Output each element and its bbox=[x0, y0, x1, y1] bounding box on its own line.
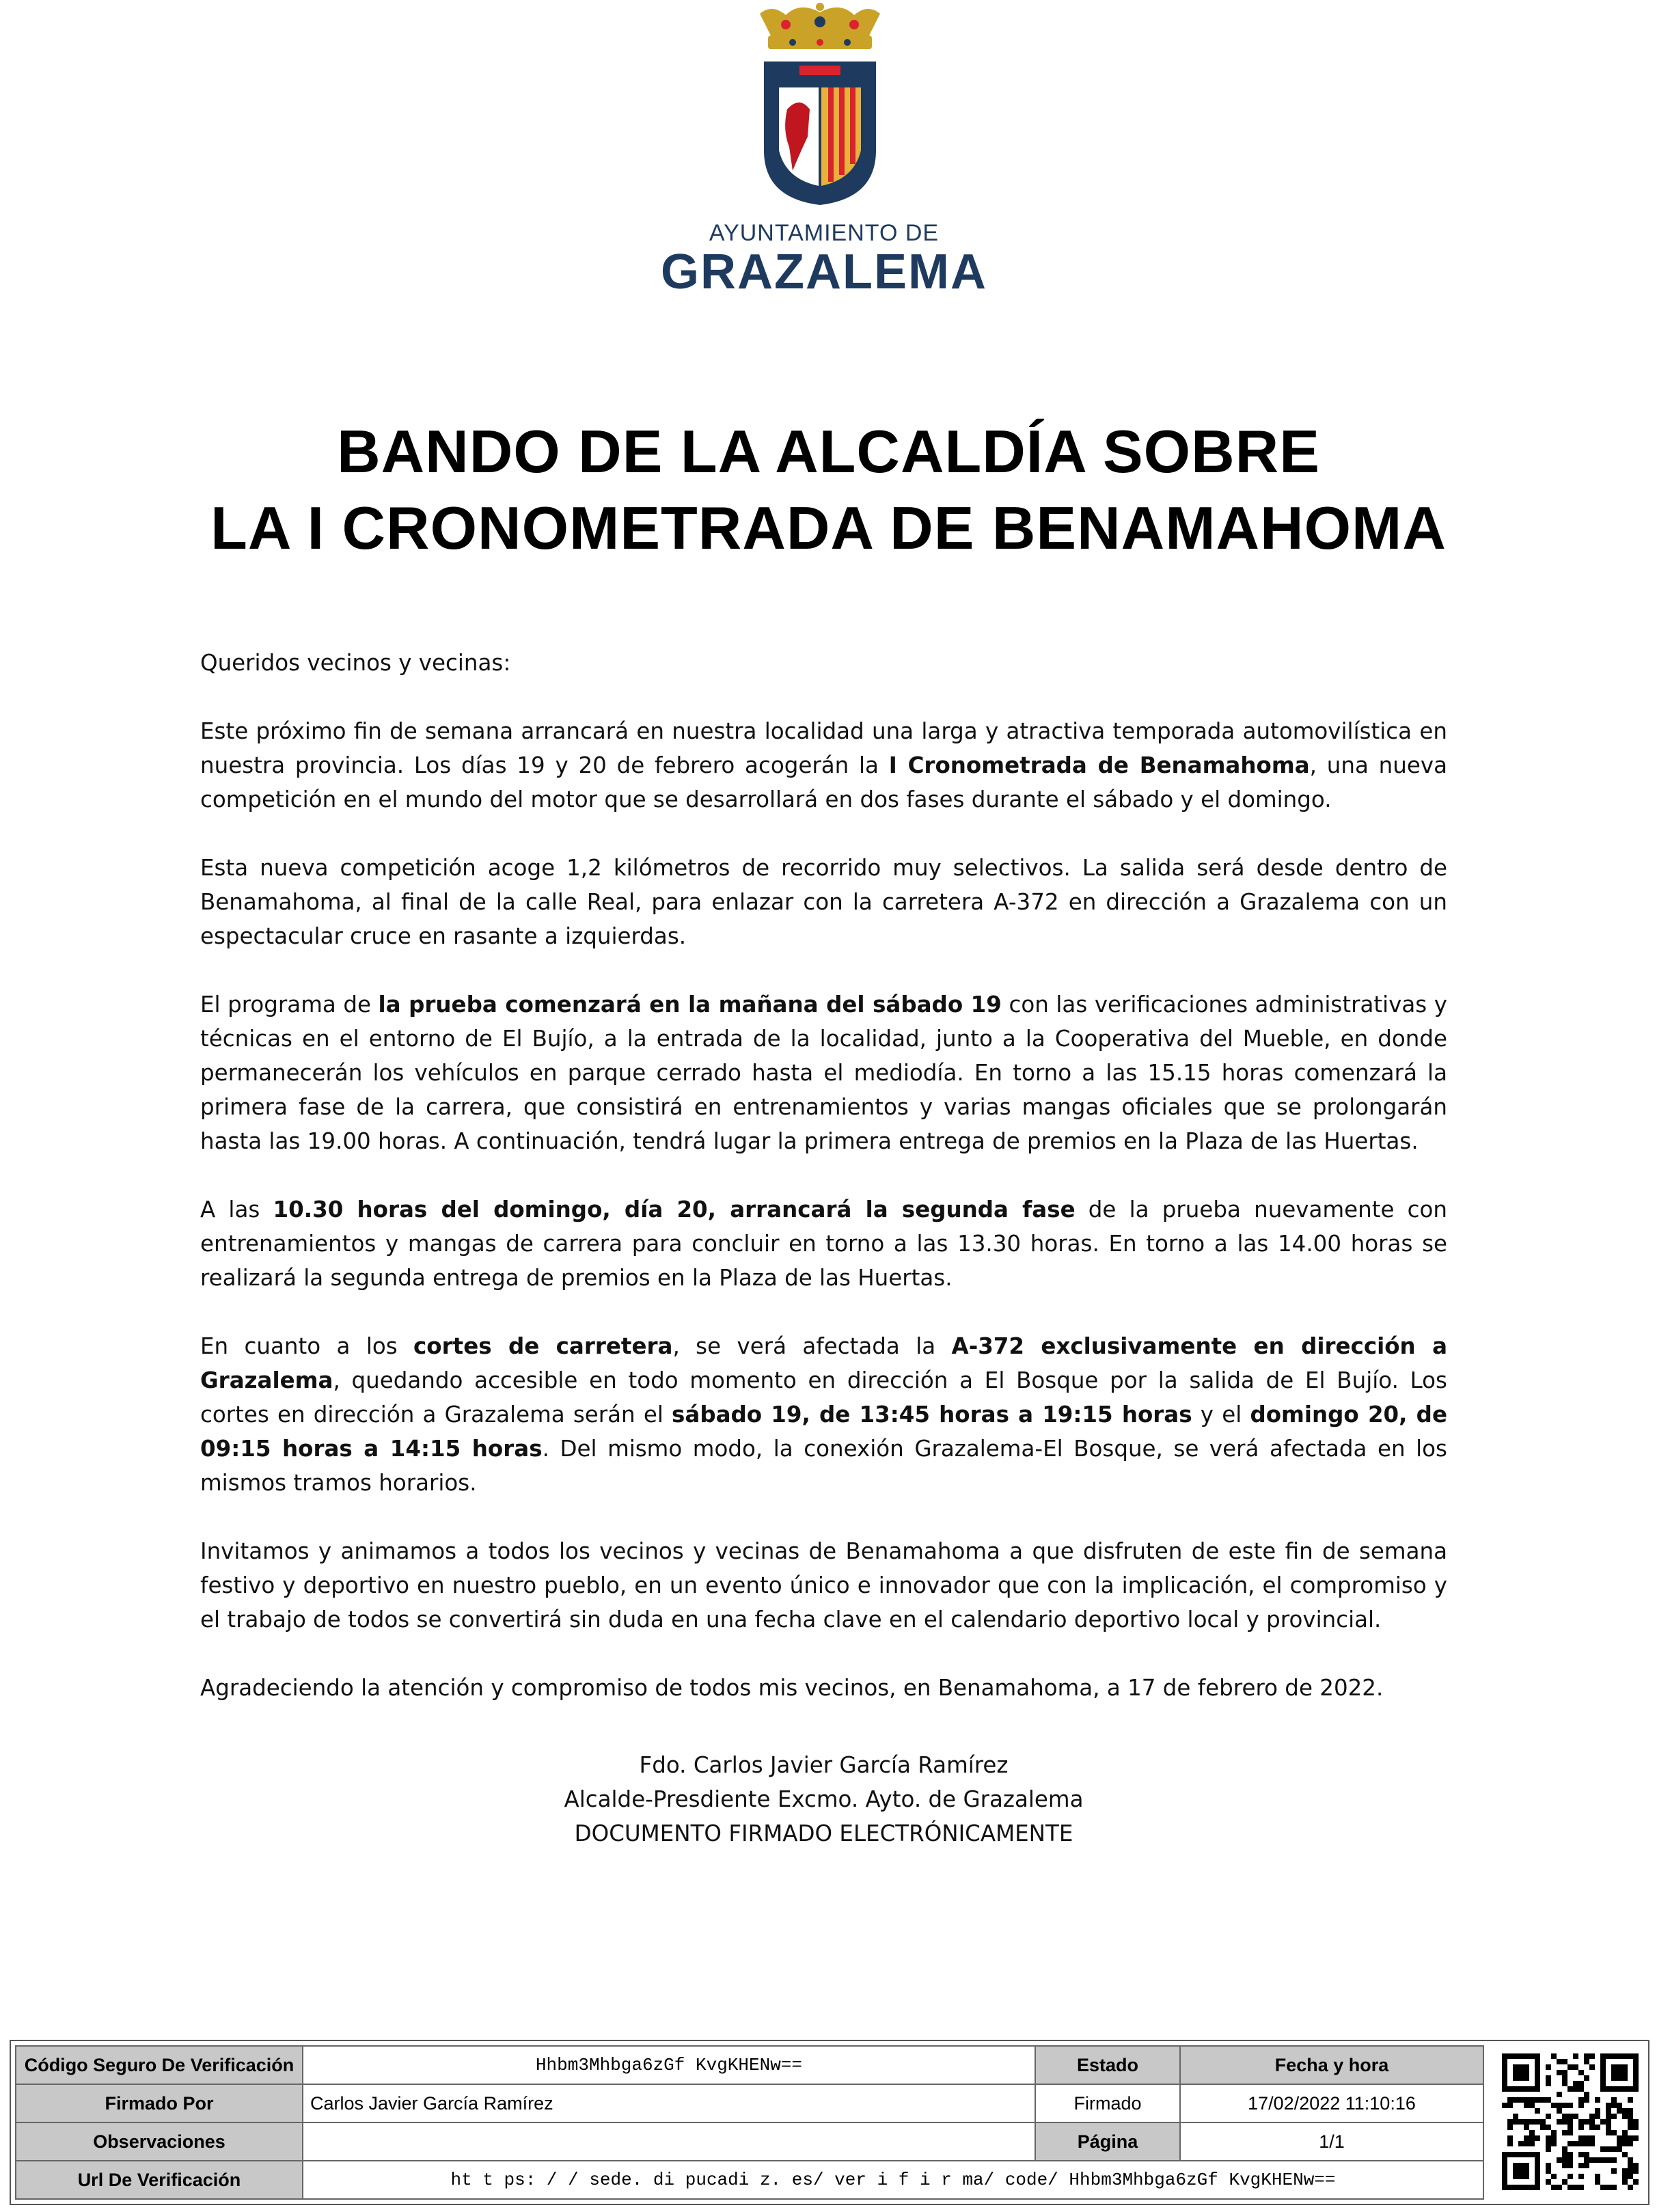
text: El programa de bbox=[200, 992, 379, 1018]
text: , quedando accesible en todo momento en dirección a El Bosque por la salida de El Bujío. Los cortes en dirección a Grazalema serán el bbox=[200, 1367, 1447, 1428]
text: A las bbox=[200, 1197, 273, 1223]
bold-text: 10.30 horas del domingo, día 20, arrancará la segunda fase bbox=[273, 1197, 1076, 1223]
estado-label: Estado bbox=[1035, 2046, 1180, 2084]
firmado-value: Carlos Javier García Ramírez bbox=[303, 2084, 1035, 2122]
observaciones-label: Observaciones bbox=[16, 2122, 303, 2161]
paragraph-4 bbox=[200, 1192, 1447, 1295]
table-row bbox=[16, 2161, 1483, 2199]
text: Este próximo fin de semana arrancará en nuestra localidad una larga y atractiva temporada automovilística en nuestra provincia. Los días 19 y 20 de febrero acogerán la bbox=[200, 718, 1447, 778]
estado-value: Firmado bbox=[1035, 2084, 1180, 2122]
bold-text: sábado 19, de 13:45 horas a 19:15 horas bbox=[672, 1402, 1192, 1428]
paragraph-2: Esta nueva competición acoge 1,2 kilómetros de recorrido muy selectivos. La salida será desde dentro de Benamahoma, al final de la calle Real, para enlazar con la carretera A-372 en dirección a Grazalema con un espectacular cruce en rasante a izquierdas. bbox=[200, 855, 1447, 949]
bold-text: domingo 20, de 09:15 horas a 14:15 horas bbox=[200, 1402, 1447, 1462]
paragraph-7: Agradeciendo la atención y compromiso de todos mis vecinos, en Benamahoma, a 17 de febrero de 2022. bbox=[200, 1675, 1384, 1701]
paragraph-6: Invitamos y animamos a todos los vecinos y vecinas de Benamahoma a que disfruten de este fin de semana festivo y deportivo en nuestro pueblo, en un evento único e innovador que con la implicación, el compromiso y el trabajo de todos se convertirá sin duda en una fecha clave en el calendario deportivo local y provincial. bbox=[200, 1538, 1447, 1633]
text: con las verificaciones administrativas y técnicas en el entorno de El Bujío, a la entrada de la localidad, junto a la Cooperativa del Mueble, en donde permanecerán los vehículos en parque cerrado hasta el mediodía. En torno a las 15.15 horas comenzará la primera fase de la carrera, que consistirá en entrenamientos y varias mangas oficiales que se prolongarán hasta las 19.00 horas. A continuación, tendrá lugar la primera entrega de premios en la Plaza de las Huertas. bbox=[200, 992, 1448, 1154]
pagina-value: 1/1 bbox=[1180, 2122, 1483, 2161]
crown-icon bbox=[760, 3, 880, 49]
logo-subtitle: AYUNTAMIENTO DE bbox=[709, 220, 940, 246]
document-body bbox=[200, 646, 1447, 1739]
pagina-label: Página bbox=[1035, 2122, 1180, 2161]
paragraph-1 bbox=[200, 714, 1447, 817]
shield-icon bbox=[764, 62, 876, 205]
text: de la prueba nuevamente con entrenamientos y mangas de carrera para concluir en torno a las 13.30 horas. En torno a las 14.00 horas se realizará la segunda entrega de premios en la Plaza de las Huertas. bbox=[200, 1197, 1447, 1291]
signature-block bbox=[200, 1748, 1447, 1851]
bold-text: la prueba comenzará en la mañana del sábado 19 bbox=[378, 992, 1002, 1018]
text: , una nueva competición en el mundo del motor que se desarrollará en dos fases durante el sábado y el domingo. bbox=[200, 752, 1447, 813]
paragraph-3 bbox=[200, 987, 1447, 1158]
fecha-value: 17/02/2022 11:10:16 bbox=[1180, 2084, 1483, 2122]
signer-name: Fdo. Carlos Javier García Ramírez bbox=[639, 1752, 1009, 1778]
logo-title: GRAZALEMA bbox=[661, 245, 987, 299]
paragraph-5 bbox=[200, 1329, 1447, 1500]
verification-table bbox=[15, 2045, 1484, 2200]
text: . Del mismo modo, la conexión Grazalema-El Bosque, se verá afectada en los mismos tramos horarios. bbox=[200, 1436, 1447, 1496]
signer-role: Alcalde-Presdiente Excmo. Ayto. de Grazalema bbox=[564, 1786, 1084, 1812]
signature-note: DOCUMENTO FIRMADO ELECTRÓNICAMENTE bbox=[574, 1820, 1073, 1846]
bold-text: I Cronometrada de Benamahoma bbox=[888, 752, 1310, 778]
table-row bbox=[16, 2046, 1483, 2084]
qr-code-icon bbox=[1502, 2053, 1639, 2190]
bold-text: A-372 exclusivamente en dirección a Grazalema bbox=[200, 1333, 1448, 1393]
text: y el bbox=[1192, 1402, 1250, 1428]
greeting: Queridos vecinos y vecinas: bbox=[200, 650, 511, 676]
url-label: Url De Verificación bbox=[16, 2161, 303, 2199]
firmado-label: Firmado Por bbox=[16, 2084, 303, 2122]
document-title-line2: LA I CRONOMETRADA DE BENAMAHOMA bbox=[210, 494, 1447, 562]
bold-text: cortes de carretera bbox=[413, 1333, 673, 1359]
csv-label: Código Seguro De Verificación bbox=[16, 2046, 303, 2084]
text: , se verá afectada la bbox=[672, 1333, 952, 1359]
document-title-line1: BANDO DE LA ALCALDÍA SOBRE bbox=[337, 418, 1320, 485]
observaciones-value bbox=[303, 2122, 1035, 2161]
text: En cuanto a los bbox=[200, 1333, 414, 1359]
table-row bbox=[16, 2122, 1483, 2161]
csv-value: Hhbm3Mhbga6zGf KvgKHENw== bbox=[303, 2046, 1035, 2084]
fecha-label: Fecha y hora bbox=[1180, 2046, 1483, 2084]
table-row bbox=[16, 2084, 1483, 2122]
url-value[interactable]: ht t ps: / / sede. di pucadi z. es/ ver i f i r ma/ code/ Hhbm3Mhbga6zGf KvgKHENw== bbox=[303, 2161, 1483, 2199]
